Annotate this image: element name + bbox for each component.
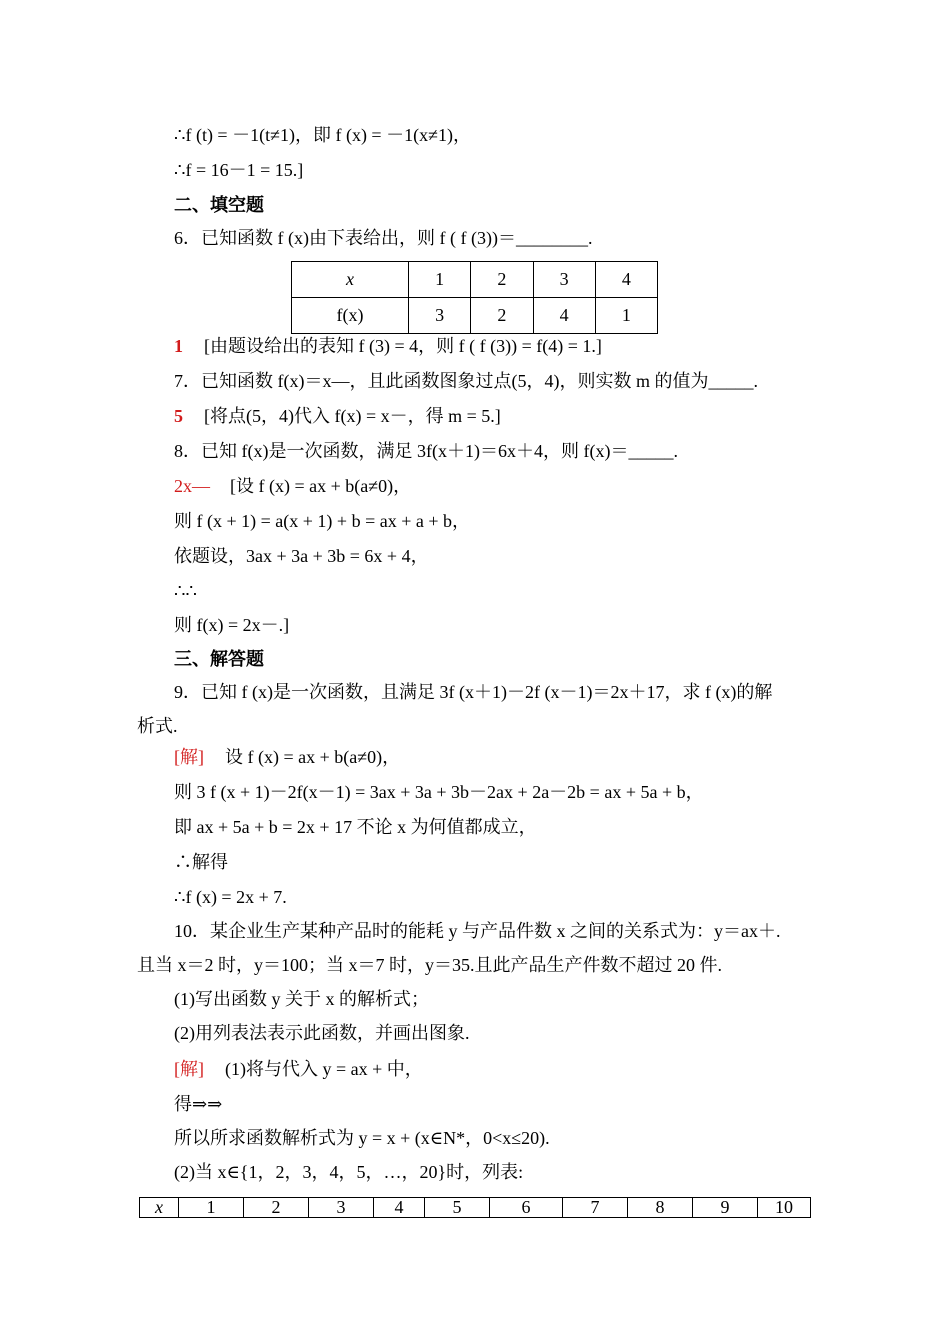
function-table xyxy=(291,261,658,334)
table-cell: 3 xyxy=(309,1198,374,1218)
solution-label: [解] xyxy=(174,1059,204,1079)
table-cell: 2 xyxy=(244,1198,309,1218)
text-line: ∴解得 xyxy=(174,852,228,872)
text-line: (2)当 x∈{1，2，3，4，5，…，20}时，列表: xyxy=(174,1162,524,1182)
question-8: 8．已知 f(x)是一次函数，满足 3f(x＋1)＝6x＋4，则 f(x)＝_____. xyxy=(174,441,678,461)
table-cell: 4 xyxy=(374,1198,425,1218)
text-line: ∴f = 16－1 = 15.] xyxy=(174,160,304,180)
table-cell: 8 xyxy=(628,1198,693,1218)
table-cell: x xyxy=(140,1198,179,1218)
text-line: [设 f (x) = ax + b(a≠0)， xyxy=(230,476,412,496)
text-line: 则 f (x + 1) = a(x + 1) + b = ax + a + b， xyxy=(174,511,470,531)
text-line: 析式. xyxy=(137,716,178,736)
table-cell: 1 xyxy=(409,262,471,298)
text-line: 则 3 f (x + 1)－2f(x－1) = 3ax + 3a + 3b－2ax + 2a－2b = ax + 5a + b， xyxy=(174,782,704,802)
table-cell: 2 xyxy=(471,262,533,298)
table-cell: 1 xyxy=(595,298,657,334)
text-line: 所以所求函数解析式为 y = x + (x∈N*，0<x≤20). xyxy=(174,1128,550,1148)
answer-q7: 5 xyxy=(174,406,183,426)
table-cell: x xyxy=(292,262,409,298)
text-line: 得⇒⇒ xyxy=(174,1094,223,1114)
solution-label: [解] xyxy=(174,747,204,767)
question-10: 10．某企业生产某种产品时的能耗 y 与产品件数 x 之间的关系式为：y＝ax＋. xyxy=(174,921,781,941)
text-line: ∴f (x) = 2x + 7. xyxy=(174,887,287,907)
table-cell: 2 xyxy=(471,298,533,334)
question-6: 6．已知函数 f (x)由下表给出，则 f ( f (3))＝________. xyxy=(174,228,593,248)
text-line: 则 f(x) = 2x－.] xyxy=(174,615,290,635)
table-cell: 4 xyxy=(595,262,657,298)
text-line: [由题设给出的表知 f (3) = 4，则 f ( f (3)) = f(4) = 1.] xyxy=(204,336,602,356)
value-table xyxy=(139,1197,811,1218)
text-line: (1)将与代入 y = ax + 中， xyxy=(225,1059,423,1079)
text-line: ∴f (t) = －1(t≠1)，即 f (x) = －1(x≠1)， xyxy=(174,125,471,145)
table-cell: 7 xyxy=(563,1198,628,1218)
text-line: 依题设，3ax + 3a + 3b = 6x + 4， xyxy=(174,546,429,566)
text-line: (2)用列表法表示此函数，并画出图象. xyxy=(174,1023,470,1043)
text-line: ∴∴ xyxy=(174,581,197,601)
text-line: 设 f (x) = ax + b(a≠0)， xyxy=(225,747,401,767)
table-cell: 6 xyxy=(490,1198,563,1218)
table-cell: 3 xyxy=(533,262,595,298)
table-cell: f(x) xyxy=(292,298,409,334)
text-line: 即 ax + 5a + b = 2x + 17 不论 x 为何值都成立， xyxy=(174,817,537,837)
table-cell: 1 xyxy=(179,1198,244,1218)
answer-q8: 2x— xyxy=(174,476,210,496)
text-line: [将点(5，4)代入 f(x) = x－，得 m = 5.] xyxy=(204,406,501,426)
text-line: (1)写出函数 y 关于 x 的解析式； xyxy=(174,989,429,1009)
table-cell: 3 xyxy=(409,298,471,334)
table-cell: 5 xyxy=(425,1198,490,1218)
answer-q6: 1 xyxy=(174,336,183,356)
question-7: 7．已知函数 f(x)＝x—，且此函数图象过点(5，4)，则实数 m 的值为_____. xyxy=(174,371,758,391)
section-heading-solve: 三、解答题 xyxy=(174,649,264,669)
table-cell: 4 xyxy=(533,298,595,334)
question-9: 9．已知 f (x)是一次函数，且满足 3f (x＋1)－2f (x－1)＝2x＋17，求 f (x)的解 xyxy=(174,682,773,702)
table-cell: 9 xyxy=(693,1198,758,1218)
section-heading-fill: 二、填空题 xyxy=(174,195,264,215)
text-line: 且当 x＝2 时，y＝100；当 x＝7 时，y＝35.且此产品生产件数不超过 20 件. xyxy=(137,955,722,975)
table-cell: 10 xyxy=(758,1198,811,1218)
